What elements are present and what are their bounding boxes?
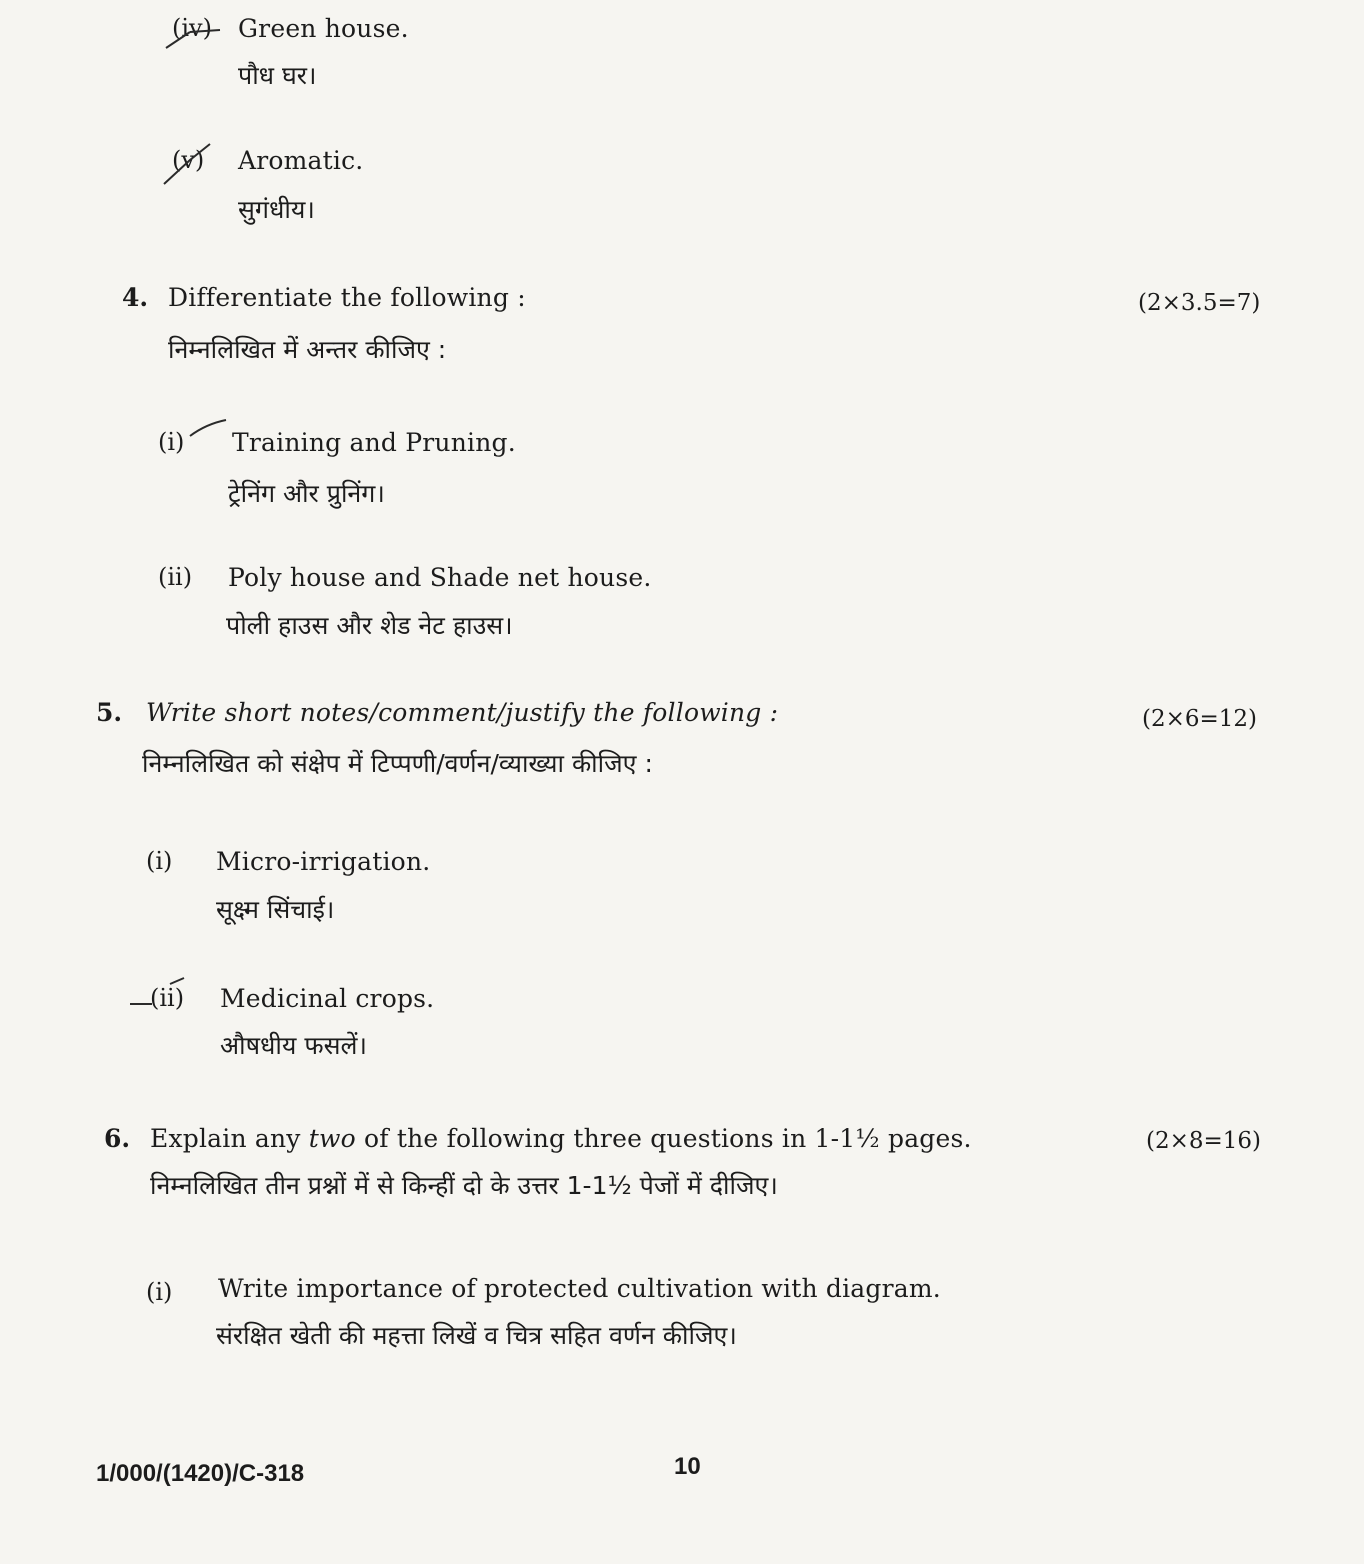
question-4-english: Differentiate the following :: [168, 283, 526, 312]
q3-item-iv-number: (iv): [172, 14, 212, 42]
q5-item-ii-hindi: औषधीय फसलें।: [220, 1031, 367, 1060]
q3-item-iv-hindi: पौध घर।: [238, 61, 317, 90]
q5-item-i-hindi: सूक्ष्म सिंचाई।: [216, 895, 335, 924]
question-6-hindi: निम्नलिखित तीन प्रश्नों में से किन्हीं दो के उत्तर 1-1½ पेजों में दीजिए।: [150, 1171, 778, 1200]
q5-item-ii-english: Medicinal crops.: [220, 984, 435, 1013]
question-5-english: Write short notes/comment/justify the following :: [146, 698, 779, 727]
pen-tick-mark-icon: [186, 416, 230, 440]
question-6-marks: (2×8=16): [1146, 1128, 1262, 1154]
question-5-hindi: निम्नलिखित को संक्षेप में टिप्पणी/वर्णन/व्याख्या कीजिए :: [142, 749, 653, 778]
question-4-marks: (2×3.5=7): [1138, 290, 1261, 316]
question-6-english: Explain any two of the following three questions in 1-1½ pages.: [150, 1124, 972, 1153]
q6-item-i-number: (i): [146, 1278, 173, 1306]
question-5-number: 5.: [96, 698, 123, 727]
paper-code: 1/000/(1420)/C-318: [96, 1460, 305, 1487]
q3-item-v-hindi: सुगंधीय।: [238, 195, 315, 224]
q6-item-i-hindi: संरक्षित खेती की महत्ता लिखें व चित्र सहित वर्णन कीजिए।: [216, 1321, 737, 1350]
q4-item-i-number: (i): [158, 428, 185, 456]
question-5-marks: (2×6=12): [1142, 706, 1258, 732]
q4-item-ii-number: (ii): [158, 563, 193, 591]
q4-item-i-english: Training and Pruning.: [232, 428, 516, 457]
q5-item-ii-number: (ii): [150, 984, 185, 1012]
question-6-number: 6.: [104, 1124, 131, 1153]
q4-item-ii-hindi: पोली हाउस और शेड नेट हाउस।: [226, 611, 513, 640]
q4-item-ii-english: Poly house and Shade net house.: [228, 563, 652, 592]
q5-item-i-english: Micro-irrigation.: [216, 847, 431, 876]
q4-item-i-hindi: ट्रेनिंग और प्रुनिंग।: [228, 479, 385, 508]
q3-item-v-english: Aromatic.: [238, 146, 364, 175]
q6-item-i-english: Write importance of protected cultivation with diagram.: [218, 1274, 941, 1303]
q3-item-v-number: (v): [172, 146, 205, 174]
q3-item-iv-english: Green house.: [238, 14, 409, 43]
question-4-number: 4.: [122, 283, 149, 312]
show-through-text: [330, 120, 336, 144]
page-number: 10: [674, 1453, 701, 1480]
question-4-hindi: निम्नलिखित में अन्तर कीजिए :: [168, 335, 447, 364]
q5-item-i-number: (i): [146, 847, 173, 875]
